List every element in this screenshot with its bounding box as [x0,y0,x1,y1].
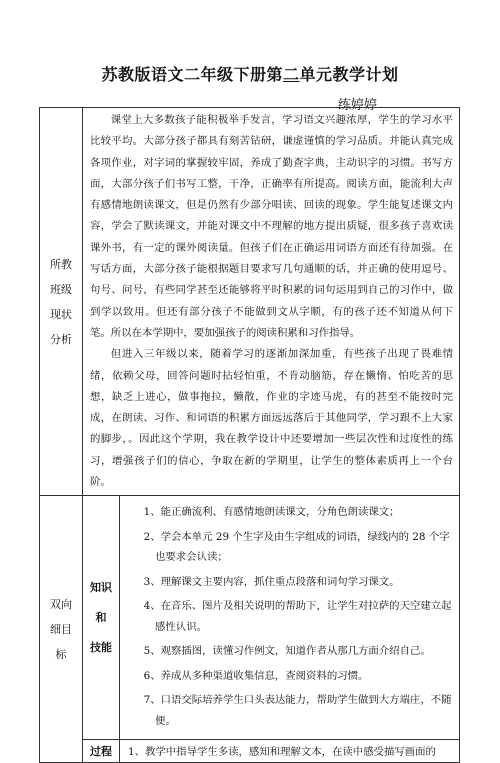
list-item: 7、口语交际培养学生口头表达能力，帮助学生做到大方端庄，不随便。 [143,694,452,727]
analysis-label: 所教 班级 现状 分析 [40,108,83,496]
list-item: 2、学会本单元 29 个生字及由生字组成的词语，绿线内的 28 个字也要求会认读； [143,530,450,564]
list-item: 3、理解课文主要内容，抓住重点段落和词句学习课文。 [143,575,400,588]
author-name: 练婷婷 [338,98,378,113]
title-blank: 二 [282,65,300,84]
objectives-list [120,496,460,740]
knowledge-skills-label: 知识 和 技能 [83,496,120,740]
analysis-row [40,108,460,496]
process-row [40,740,460,763]
page-title: 苏教版语文二年级下册第二单元教学计划 [101,65,399,84]
process-content: 1、教学中指导学生多读，感知和理解文本，在读中感受描写画面的 [120,740,460,763]
list-item: 6、养成从多种渠道收集信息，查阅资料的习惯。 [143,669,369,682]
analysis-paragraph-2: 但进入三年级以来，随着学习的逐渐加深加重，有些孩子出现了畏难情绪，依赖父母，回答问题时拈轻怕重，不肯动脑筋，存在懒惰、怕吃苦的思想，缺乏上进心，做事拖拉，懒散，作业的字迹马虎，有的甚至不能按时完成，在朗读、习作、和词语的积累方面远远落后于其他同学，学习跟不上大家的脚步，。因此这个学期，我在教学设计中还要增加一些层次性和过度性的练习，增强孩子们的信心，争取在新的学期里，让学生的整体素质再上一个台阶。 [90,348,453,489]
plan-table [39,107,460,763]
list-item: 5、观察插图，读懂习作例文，知道作者从那几方面介绍自己。 [143,645,431,658]
process-label: 过程 [83,740,120,763]
list-item: 4、在音乐、图片及相关说明的帮助下，让学生对拉萨的天空建立起感性认识。 [143,600,452,633]
objectives-label: 双向 细目 标 [40,496,83,763]
list-item: 1、能正确流利、有感情地朗读课文，分角色朗读课文； [143,506,400,519]
objectives-row [40,496,460,740]
analysis-paragraph-1: 课堂上大多数孩子能积极举手发言，学习语文兴趣浓厚，学生的学习水平比较平均。大部分孩子都具有刻苦钻研，谦虚谨慎的学习品质。并能认真完成各项作业，对字词的掌握较牢固，养成了勤查字典，主动识字的习惯。书写方面，大部分孩子们书写工整，干净，正确率有所提高。阅读方面，能流利大声有感情地朗读课文，但是仍然有少部分唱读、回读的现象。学生能复述课文内容，学会了默读课文，并能对课文中不理解的地方提出质疑，很多孩子喜欢读课外书，有一定的课外阅读量。但孩子们在正确运用词语方面还有待加强。在写话方面，大部分孩子能根据题目要求写几句通顺的话，并正确的使用逗号、句号、问号，有些同学甚至还能够将平时积累的词句运用到自己的习作中，做到学以致用。但还有部分孩子不能做到文从字顺，有的孩子还不知道从何下笔。所以在本学期中，要加强孩子的阅读积累和习作指导。 [90,114,453,339]
analysis-content [83,108,460,496]
